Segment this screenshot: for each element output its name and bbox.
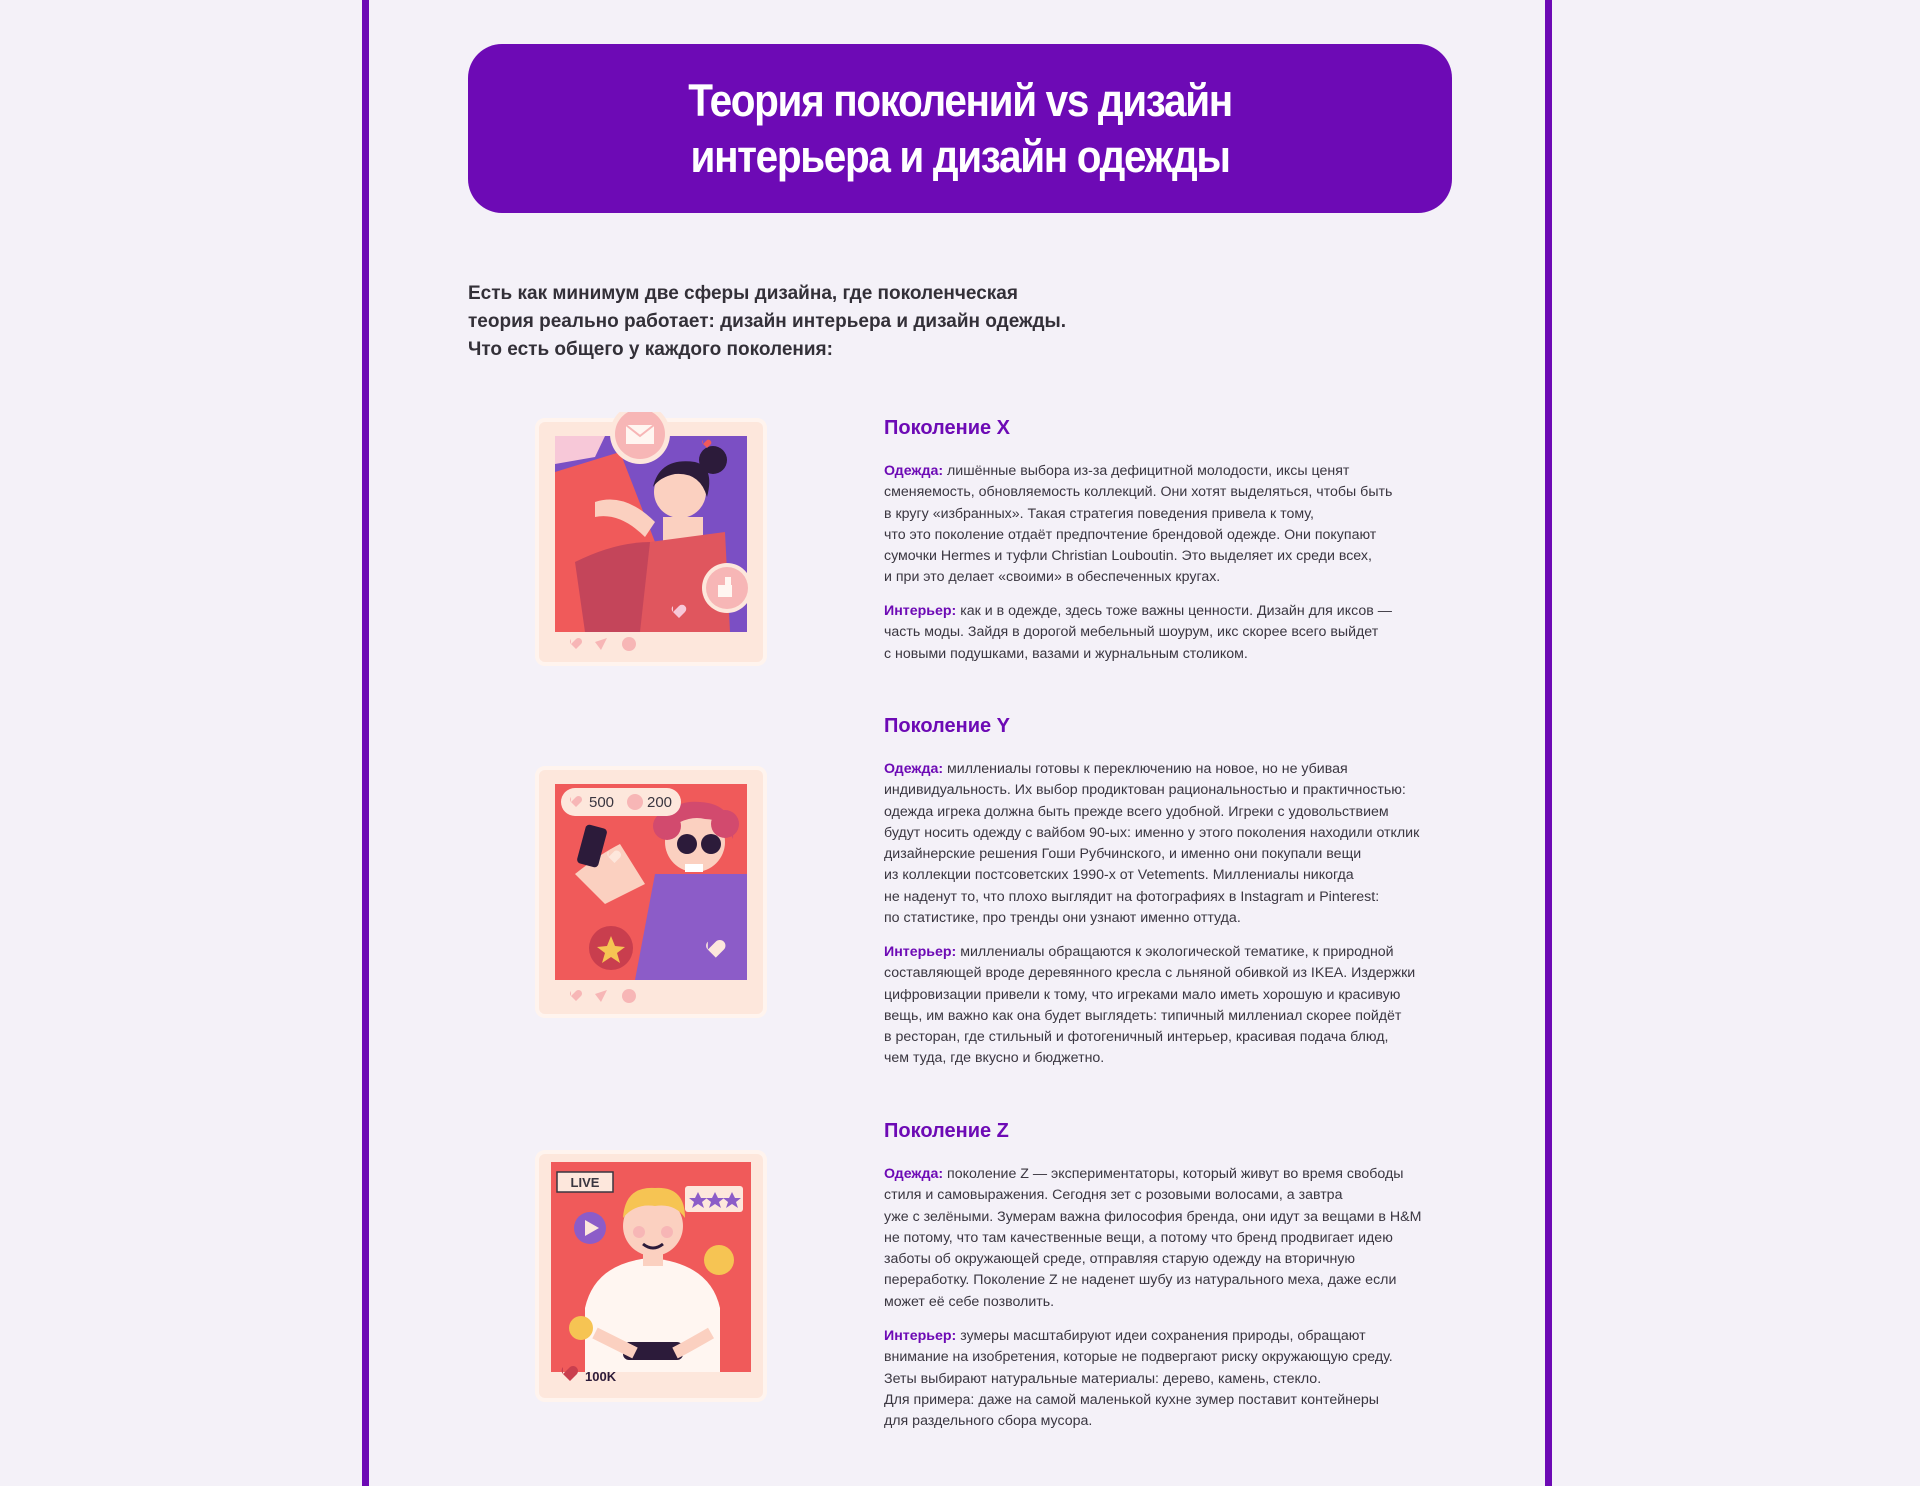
interior-text: составляющей вроде деревянного кресла с льняной обивкой из IKEA. Издержки	[884, 965, 1416, 982]
likes-count: 500	[589, 794, 615, 811]
page-title-line-2: интерьера и дизайн одежды	[690, 130, 1230, 182]
interior-text: вещь, им важно как она будет выглядеть: типичный миллениал скорее пойдёт	[884, 1007, 1402, 1024]
generation-y-clothes	[884, 759, 1474, 929]
comment-icon	[627, 794, 643, 810]
interior-text: часть моды. Зайдя в дорогой мебельный шоурум, икс скорее всего выйдет	[884, 624, 1379, 641]
generation-x-interior	[884, 601, 1474, 665]
generation-z-interior	[884, 1326, 1474, 1432]
clothes-text: что это поколение отдаёт предпочтение брендовой одежде. Они покупают	[884, 526, 1377, 543]
interior-text: внимание на изобретения, которые не подвергают риску окружающую среду.	[884, 1349, 1393, 1366]
intro-line: Что есть общего у каждого поколения:	[468, 339, 833, 360]
interior-text: в ресторан, где стильный и фотогеничный интерьер, красивая подача блюд,	[884, 1029, 1389, 1046]
clothes-text: сменяемость, обновляемость коллекций. Они хотят выделяться, чтобы быть	[884, 484, 1393, 501]
clothes-label: Одежда:	[884, 1166, 944, 1182]
generation-z-clothes	[884, 1164, 1474, 1313]
clothes-label: Одежда:	[884, 761, 944, 777]
clothes-text: одежда игрека должна быть прежде всего удобной. Игреки с удовольствием	[884, 803, 1389, 820]
generation-x-title: Поколение X	[884, 417, 1011, 439]
comments-count: 200	[647, 794, 673, 811]
generation-y-interior	[884, 942, 1474, 1070]
clothes-text: уже с зелёными. Зумерам важна философия бренда, они идут за вещами в H&M	[884, 1208, 1422, 1225]
clothes-text: может её себе позволить.	[884, 1293, 1055, 1310]
clothes-text: стиля и самовыражения. Сегодня зет с розовыми волосами, а завтра	[884, 1187, 1343, 1204]
interior-text: чем туда, где вкусно и бюджетно.	[884, 1050, 1105, 1067]
clothes-text: поколение Z — экспериментаторы, который живут во время свободы	[943, 1166, 1404, 1182]
clothes-text: сумочки Hermes и туфли Christian Louboutin. Это выделяет их среди всех,	[884, 548, 1372, 565]
live-badge: LIVE	[570, 1175, 600, 1190]
clothes-text: в кругу «избранных». Такая стратегия поведения привела к тому,	[884, 505, 1314, 522]
intro-line: теория реально работает: дизайн интерьера и дизайн одежды.	[468, 311, 1067, 332]
generation-x-clothes	[884, 461, 1474, 589]
generation-z-illustration	[535, 1148, 767, 1402]
clothes-text: лишённые выбора из-за дефицитной молодости, иксы ценят	[943, 463, 1350, 479]
clothes-text: миллениалы готовы к переключению на новое, но не убивая	[943, 761, 1348, 777]
generation-x-illustration	[535, 412, 767, 666]
interior-text: цифровизации привели к тому, что игреками мало иметь хорошую и красивую	[884, 986, 1401, 1003]
interior-text: с новыми подушками, вазами и журнальным столиком.	[884, 645, 1248, 662]
interior-text: для раздельного сбора мусора.	[884, 1413, 1093, 1430]
page-title-line-1: Теория поколений vs дизайн	[688, 74, 1232, 126]
interior-text: Зеты выбирают натуральные материалы: дерево, камень, стекло.	[884, 1370, 1322, 1387]
clothes-text: индивидуальность. Их выбор продиктован рациональностью и практичностью:	[884, 782, 1406, 799]
followers-count: 100K	[585, 1369, 617, 1384]
interior-text: Для примера: даже на самой маленькой кухне зумер поставит контейнеры	[884, 1391, 1379, 1408]
clothes-text: не потому, что там качественные вещи, а потому что бренд продвигает идею	[884, 1229, 1393, 1246]
generation-y-title: Поколение Y	[884, 715, 1011, 737]
interior-text: как и в одежде, здесь тоже важны ценности. Дизайн для иксов —	[956, 603, 1392, 619]
clothes-text: дизайнерские решения Гоши Рубчинского, и именно они покупали вещи	[884, 846, 1362, 863]
interior-text: зумеры масштабируют идеи сохранения природы, обращают	[956, 1328, 1366, 1344]
clothes-text: переработку. Поколение Z не наденет шубу из натурального меха, даже если	[884, 1272, 1397, 1289]
clothes-text: из коллекции постсоветских 1990-х от Vetements. Миллениалы никогда	[884, 867, 1354, 884]
clothes-text: будут носить одежду с вайбом 90-ых: именно у этого поколения находили отклик	[884, 824, 1420, 841]
intro-text	[468, 280, 1088, 364]
title-banner	[468, 44, 1452, 213]
interior-label: Интерьер:	[884, 944, 957, 960]
interior-text: миллениалы обращаются к экологической тематике, к природной	[956, 944, 1394, 960]
clothes-text: и при это делает «своими» в обеспеченных кругах.	[884, 569, 1221, 586]
generation-y-illustration	[535, 764, 767, 1018]
intro-line: Есть как минимум две сферы дизайна, где поколенческая	[468, 283, 1018, 304]
generation-z-title: Поколение Z	[884, 1120, 1009, 1142]
clothes-text: заботы об окружающей среде, отправляя старую одежду на вторичную	[884, 1251, 1356, 1268]
page-title	[688, 73, 1232, 185]
interior-label: Интерьер:	[884, 603, 957, 619]
clothes-text: не наденут то, что плохо выглядит на фотографиях в Instagram и Pinterest:	[884, 888, 1380, 905]
clothes-label: Одежда:	[884, 463, 944, 479]
interior-label: Интерьер:	[884, 1328, 957, 1344]
clothes-text: по статистике, про тренды они узнают именно оттуда.	[884, 910, 1241, 927]
